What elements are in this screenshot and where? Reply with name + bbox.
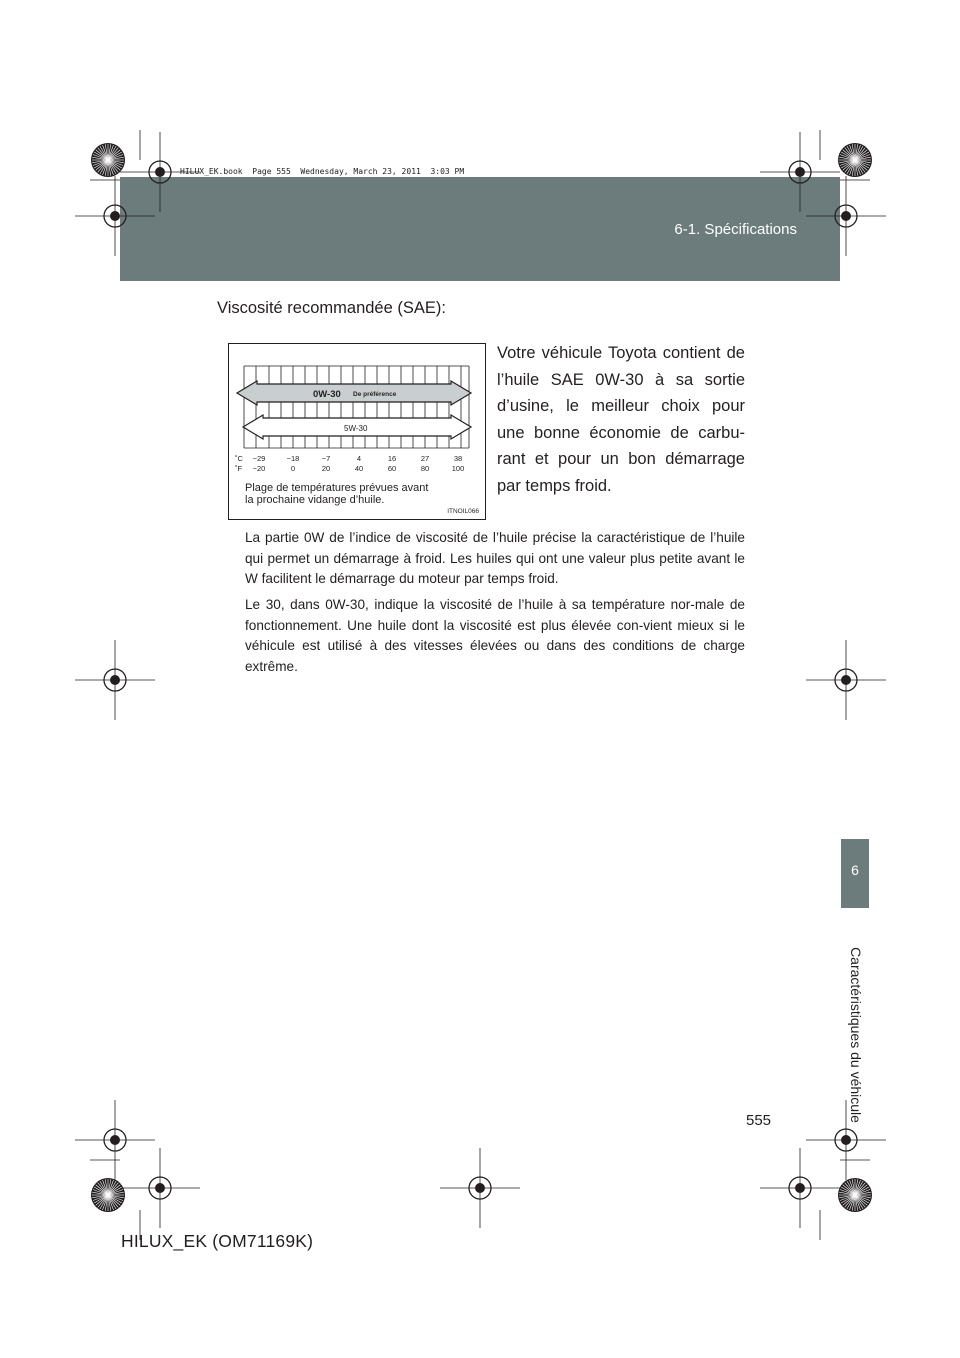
rosette-ray: [840, 160, 855, 165]
register-dot: [110, 211, 120, 221]
rosette-ray: [93, 160, 108, 165]
rosette-ray: [96, 160, 108, 170]
rosette-ray: [108, 160, 122, 168]
rosette-ray: [845, 160, 855, 172]
rosette-ray: [108, 1195, 123, 1200]
page-number: 555: [746, 1112, 772, 1129]
rosette-ray: [855, 146, 863, 160]
grade-0w30-label: 0W-30: [313, 389, 341, 400]
chapter-label: Caractéristiques du véhicule: [848, 947, 864, 1123]
sub-heading: Viscosité recommandée (SAE):: [217, 299, 446, 317]
rosette-ray: [108, 1183, 118, 1195]
rosette-ray: [108, 146, 116, 160]
rosette-ray: [847, 1195, 855, 1209]
rosette-ray: [94, 1187, 108, 1195]
rosette-ray: [855, 1195, 858, 1211]
register-dot: [155, 1183, 165, 1193]
rosette-ray: [108, 152, 122, 160]
rosette-ray: [855, 1195, 863, 1209]
rosette-ray: [103, 1195, 108, 1210]
rosette-ray: [108, 160, 116, 174]
viscosity-figure: [228, 343, 486, 520]
register-dot: [110, 1135, 120, 1145]
rosette-ray: [855, 1185, 867, 1195]
rosette-ray: [855, 1195, 865, 1207]
rosette-ray: [100, 160, 108, 174]
rosette-ray: [855, 1195, 869, 1203]
rosette-ray: [108, 1185, 120, 1195]
rosette-ray: [855, 160, 867, 170]
rosette-ray: [108, 160, 111, 176]
rosette-ray: [855, 1195, 870, 1200]
rosette-ray: [855, 152, 869, 160]
rosette-ray: [843, 1185, 855, 1195]
rosette-ray: [839, 1192, 855, 1195]
figure-code: ITNOIL066: [447, 508, 479, 515]
rosette-ray: [852, 144, 855, 160]
chapter-number: 6: [851, 862, 859, 878]
rosette-ray: [108, 1181, 116, 1195]
register-dot: [155, 167, 165, 177]
rosette-ray: [108, 160, 120, 170]
rosette-ray: [850, 1195, 855, 1210]
celsius-tick: 27: [420, 454, 430, 463]
rosette-ray: [100, 146, 108, 160]
rosette-ray: [108, 160, 113, 175]
rosette-ray: [850, 160, 855, 175]
celsius-tick: −7: [321, 454, 331, 463]
rosette-ray: [108, 1190, 123, 1195]
rosette-ray: [108, 160, 124, 163]
register-dot: [795, 167, 805, 177]
note-paragraph: La partie 0W de l’indice de viscosité de l’huile précise la caractéristique de l’huile qui permet un démarrage à froid. Les huiles qui ont une valeur plus petite avant le W facilitent le démarrage du moteur par temps froid.: [245, 530, 745, 586]
fahrenheit-tick: −20: [252, 464, 266, 473]
rosette-ray: [108, 1180, 113, 1195]
fahrenheit-tick: 0: [290, 464, 296, 473]
rosette-ray: [105, 144, 108, 160]
rosette-ray: [843, 160, 855, 170]
note-paragraph: Le 30, dans 0W-30, indique la viscosité de l’huile à sa température nor-male de fonctionnement. Une huile dont la viscosité est plus élevée con-vient mieux si le véhicule est utilisé à des vitesses élevées ou dans des conditions de charge extrême.: [245, 597, 745, 674]
rosette-ray: [845, 1195, 855, 1207]
register-dot: [475, 1183, 485, 1193]
rosette-ray: [94, 160, 108, 168]
celsius-tick: 38: [453, 454, 463, 463]
rosette-ray: [855, 160, 863, 174]
rosette-disc: [91, 143, 125, 177]
rosette-ray: [108, 1187, 122, 1195]
model-code: HILUX_EK (OM71169K): [121, 1231, 314, 1251]
register-ring: [104, 669, 126, 691]
rosette-ray: [108, 145, 113, 160]
rosette-ray: [92, 157, 108, 160]
rosette-ray: [847, 146, 855, 160]
register-ring: [104, 1129, 126, 1151]
rosette-ray: [96, 150, 108, 160]
rosette-ray: [855, 160, 869, 168]
celsius-unit: ˚C: [235, 454, 243, 463]
section-title: 6-1. Spécifications: [674, 221, 797, 238]
rosette-ray: [108, 1195, 118, 1207]
rosette-ray: [855, 145, 860, 160]
rosette-ray: [841, 1195, 855, 1203]
rosette-ray: [855, 155, 870, 160]
fahrenheit-tick: 20: [321, 464, 331, 473]
rosette-ray: [108, 1195, 116, 1209]
rosette-ray: [843, 150, 855, 160]
fahrenheit-tick: 40: [354, 464, 364, 473]
rosette-ray: [840, 155, 855, 160]
rosette-ray: [96, 1195, 108, 1205]
rosette-ray: [855, 1190, 870, 1195]
rosette-ray: [855, 1195, 871, 1198]
rosette-ray: [94, 152, 108, 160]
rosette-ray: [108, 1195, 122, 1203]
rosette-ray: [841, 152, 855, 160]
rosette-ray: [92, 1192, 108, 1195]
rosette-ray: [852, 1195, 855, 1211]
rosette-ray: [843, 1195, 855, 1205]
rosette-ray: [855, 157, 871, 160]
rosette-ray: [108, 1179, 111, 1195]
rosette-ray: [103, 145, 108, 160]
figure-caption-line-2: la prochaine vidange d’huile.: [245, 494, 385, 506]
rosette-ray: [105, 160, 108, 176]
rosette-ray: [855, 160, 858, 176]
rosette-ray: [840, 1190, 855, 1195]
celsius-tick: 16: [387, 454, 397, 463]
intro-paragraph: Votre véhicule Toyota contient de l’huile SAE 0W-30 à sa sortie d’usine, le meilleur choix pour une bonne économie de carbu-rant et pour un bon démarrage par temps froid.: [497, 344, 745, 495]
rosette-ray: [105, 1195, 108, 1211]
fahrenheit-tick: 60: [387, 464, 397, 473]
figure-caption-line-1: Plage de températures prévues avant: [245, 482, 429, 494]
rosette-ray: [93, 1195, 108, 1200]
rosette-ray: [108, 1192, 124, 1195]
celsius-tick: −29: [252, 454, 266, 463]
rosette-ray: [855, 150, 867, 160]
rosette-ray: [108, 155, 123, 160]
rosette-ray: [855, 1192, 871, 1195]
rosette-ray: [103, 1180, 108, 1195]
rosette-ray: [93, 1190, 108, 1195]
rosette-ray: [839, 1195, 855, 1198]
rosette-ray: [855, 160, 870, 165]
rosette-ray: [103, 160, 108, 175]
rosette-ray: [108, 148, 118, 160]
grade-0w30-note: De préférence: [353, 391, 397, 398]
rosette-ray: [93, 155, 108, 160]
rosette-ray: [852, 160, 855, 176]
rosette-ray: [96, 1185, 108, 1195]
rosette-ray: [855, 144, 858, 160]
rosette-ray: [841, 1187, 855, 1195]
register-ring: [469, 1177, 491, 1199]
grade-5w30-label: 5W-30: [344, 424, 368, 433]
rosette-ray: [839, 157, 855, 160]
rosette-ray: [108, 150, 120, 160]
register-ring: [835, 669, 857, 691]
rosette-ray: [108, 1195, 120, 1205]
rosette-ray: [839, 160, 855, 163]
rosette-ray: [98, 1195, 108, 1207]
rosette-ray: [108, 1195, 113, 1210]
rosette-ray: [108, 1195, 111, 1211]
rosette-ray: [105, 1179, 108, 1195]
fahrenheit-tick: 80: [420, 464, 430, 473]
rosette-ray: [98, 148, 108, 160]
rosette-ray: [840, 1195, 855, 1200]
book-stamp: HILUX_EK.book Page 555 Wednesday, March 23, 2011 3:03 PM: [180, 167, 465, 176]
register-dot: [795, 1183, 805, 1193]
rosette-disc: [91, 1178, 125, 1212]
rosette-ray: [98, 160, 108, 172]
fahrenheit-tick: 100: [451, 464, 465, 473]
rosette-ray: [841, 160, 855, 168]
celsius-tick: 4: [356, 454, 362, 463]
register-ring: [789, 1177, 811, 1199]
rosette-ray: [98, 1183, 108, 1195]
rosette-ray: [92, 160, 108, 163]
viscosity-diagram: [229, 344, 485, 519]
register-dot: [110, 675, 120, 685]
rosette-ray: [855, 160, 865, 172]
rosette-ray: [847, 160, 855, 174]
rosette-ray: [94, 1195, 108, 1203]
rosette-ray: [855, 148, 865, 160]
rosette-ray: [108, 160, 123, 165]
register-dot: [841, 211, 851, 221]
fahrenheit-unit: ˚F: [235, 464, 243, 473]
rosette-ray: [855, 1195, 867, 1205]
rosette-ray: [92, 1195, 108, 1198]
rosette-ray: [855, 160, 860, 175]
rosette-ray: [100, 1181, 108, 1195]
register-ring: [149, 1177, 171, 1199]
rosette-disc: [838, 143, 872, 177]
rosette-ray: [845, 148, 855, 160]
rosette-ray: [855, 160, 871, 163]
rosette-ray: [100, 1195, 108, 1209]
register-dot: [841, 675, 851, 685]
rosette-ray: [108, 144, 111, 160]
rosette-ray: [855, 1187, 869, 1195]
celsius-tick: −18: [286, 454, 300, 463]
rosette-ray: [108, 160, 118, 172]
rosette-ray: [108, 157, 124, 160]
rosette-ray: [108, 1195, 124, 1198]
rosette-ray: [855, 1195, 860, 1210]
rosette-ray: [850, 145, 855, 160]
